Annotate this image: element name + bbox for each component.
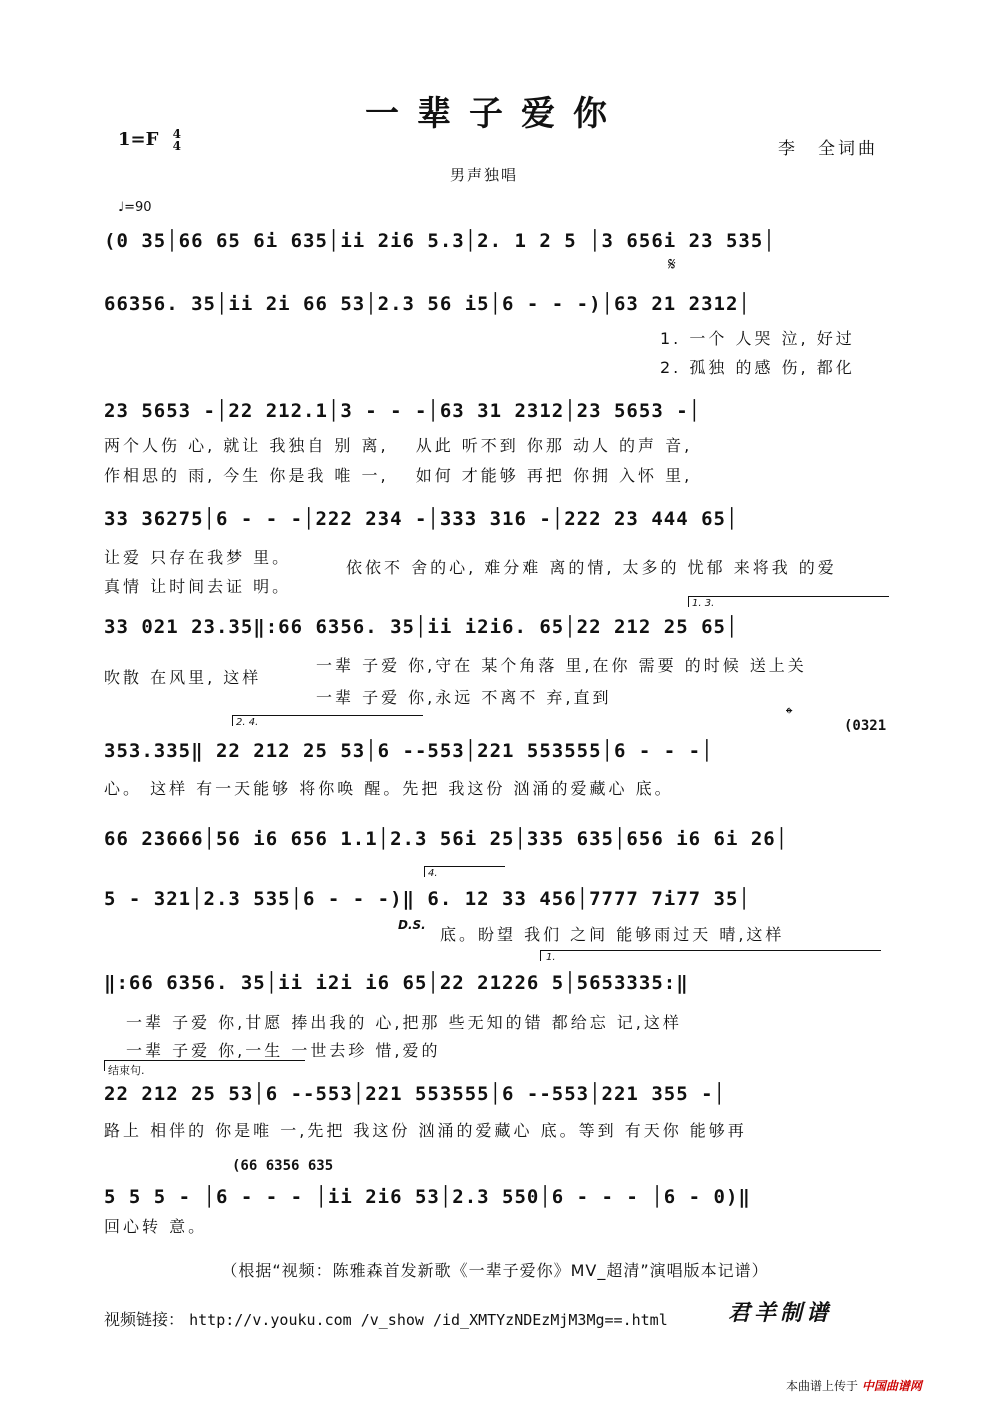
- source-note: （根据“视频：陈雅森首发新歌《一辈子爱你》MV_超清”演唱版本记谱）: [221, 1261, 769, 1280]
- time-signature-top: 4: [172, 127, 182, 141]
- key-label: 1=F: [118, 129, 159, 150]
- video-link: [104, 1307, 668, 1330]
- music-line-7: 66 23666│56 i6 656 1.1│2.3 56i 25│335 635│656 i6 6i 26│: [104, 828, 789, 850]
- key-signature: [118, 128, 181, 152]
- time-signature-bottom: 4: [172, 139, 182, 153]
- performance-type: 男声独唱: [450, 166, 519, 184]
- video-link-url[interactable]: http://v.youku.com /v_show /id_XMTYzNDEzMjM3Mg==.html: [189, 1311, 668, 1329]
- lyric-line-9a: 一辈 子爱 你,甘愿 捧出我的 心,把那 些无知的错 都给忘 记,这样: [126, 1013, 682, 1032]
- music-line-3: 23 5653 -│22 212.1│3 - - -│63 31 2312│23 5653 -│: [104, 400, 702, 422]
- lyric-line-5a: 吹散 在风里, 这样: [104, 668, 262, 687]
- volta-label-3: 4.: [428, 868, 438, 879]
- video-link-label: 视频链接：: [104, 1310, 185, 1329]
- music-line-9: ‖:66 6356. 35│ii i2i i6 65│22 21226 5│5653335:‖: [104, 972, 689, 994]
- lyric-line-3b: 作相思的 雨, 今生 你是我 唯 一, 如何 才能够 再把 你拥 入怀 里,: [104, 466, 693, 485]
- music-line-1: (0 35│66 65 6i 635│ii 2i6 5.3│2. 1 2 5 │3 656i 23 535│: [104, 230, 776, 252]
- arranger-stamp: 君羊制谱: [728, 1300, 833, 1326]
- lyric-line-3a: 两个人伤 心, 就让 我独自 别 离, 从此 听不到 你那 动人 的声 音,: [104, 436, 693, 455]
- upload-credit: [786, 1377, 922, 1394]
- lyric-line-4a: 让爱 只存在我梦 里。: [104, 548, 292, 567]
- lyric-line-9b: 一辈 子爱 你,一生 一世去珍 惜,爱的: [126, 1041, 441, 1060]
- volta-label-2: 2. 4.: [236, 717, 259, 728]
- lyric-line-5b: 一辈 子爱 你,守在 某个角落 里,在你 需要 的时候 送上关: [316, 656, 807, 675]
- lyric-line-2a: 1. 一个 人哭 泣, 好过: [660, 329, 855, 348]
- coda-icon: 𝄌: [786, 704, 793, 725]
- author: 李 全词曲: [778, 139, 878, 159]
- music-line-5: 33 021 23.35‖:66 6356. 35│ii i2i6. 65│22 212 25 65│: [104, 616, 739, 638]
- upload-text: 本曲谱上传于: [786, 1379, 859, 1393]
- lyric-line-5c: 一辈 子爱 你,永远 不离不 弃,直到: [316, 688, 612, 707]
- tempo-marking: ♩=90: [118, 200, 152, 215]
- music-line-8: 5 - 321│2.3 535│6 - - -)‖ 6. 12 33 456│7777 7i77 35│: [104, 888, 751, 910]
- music-line-6: 353.335‖ 22 212 25 53│6 --553│221 553555│6 - - -│: [104, 740, 714, 762]
- dal-segno-mark: D.S.: [398, 918, 426, 932]
- lyric-line-4c: 依依不 舍的心, 难分难 离的情, 太多的 忧郁 来将我 的爱: [346, 558, 837, 577]
- lyric-line-8: 底。盼望 我们 之间 能够雨过天 晴,这样: [440, 925, 785, 944]
- lyric-line-11: 回心转 意。: [104, 1217, 208, 1236]
- music-line-2: 66356. 35│ii 2i 66 53│2.3 56 i5│6 - - -)│63 21 2312│: [104, 293, 751, 315]
- music-line-10: 22 212 25 53│6 --553│221 553555│6 --553│221 355 -│: [104, 1083, 726, 1105]
- volta-label-4: 1.: [546, 952, 556, 963]
- page-title: 一辈子爱你: [365, 94, 625, 134]
- volta-bracket-2: [232, 715, 423, 726]
- ending-label: 结束句.: [108, 1064, 145, 1077]
- volta-bracket-1: [688, 596, 889, 607]
- time-signature: [173, 128, 181, 152]
- volta-bracket-4: [540, 950, 881, 961]
- music-line-4: 33 36275│6 - - -│222 234 -│333 316 -│222 23 444 65│: [104, 508, 739, 530]
- lyric-line-4b: 真情 让时间去证 明。: [104, 577, 292, 596]
- intro-cue: (0321: [844, 718, 887, 734]
- lyric-line-2b: 2. 孤独 的感 伤, 都化: [660, 358, 855, 377]
- volta-label-1: 1. 3.: [692, 598, 715, 609]
- upper-voice-line: (66 6356 635: [232, 1158, 334, 1174]
- site-logo[interactable]: 中国曲谱网: [861, 1379, 922, 1393]
- lyric-line-10: 路上 相伴的 你是唯 一,先把 我这份 汹涌的爱藏心 底。等到 有天你 能够再: [104, 1121, 747, 1140]
- lyric-line-6: 心。 这样 有一天能够 将你唤 醒。先把 我这份 汹涌的爱藏心 底。: [104, 779, 674, 798]
- segno-icon: 𝄋: [668, 254, 676, 275]
- music-line-11: 5 5 5 - │6 - - - │ii 2i6 53│2.3 550│6 - - - │6 - 0)‖: [104, 1186, 751, 1208]
